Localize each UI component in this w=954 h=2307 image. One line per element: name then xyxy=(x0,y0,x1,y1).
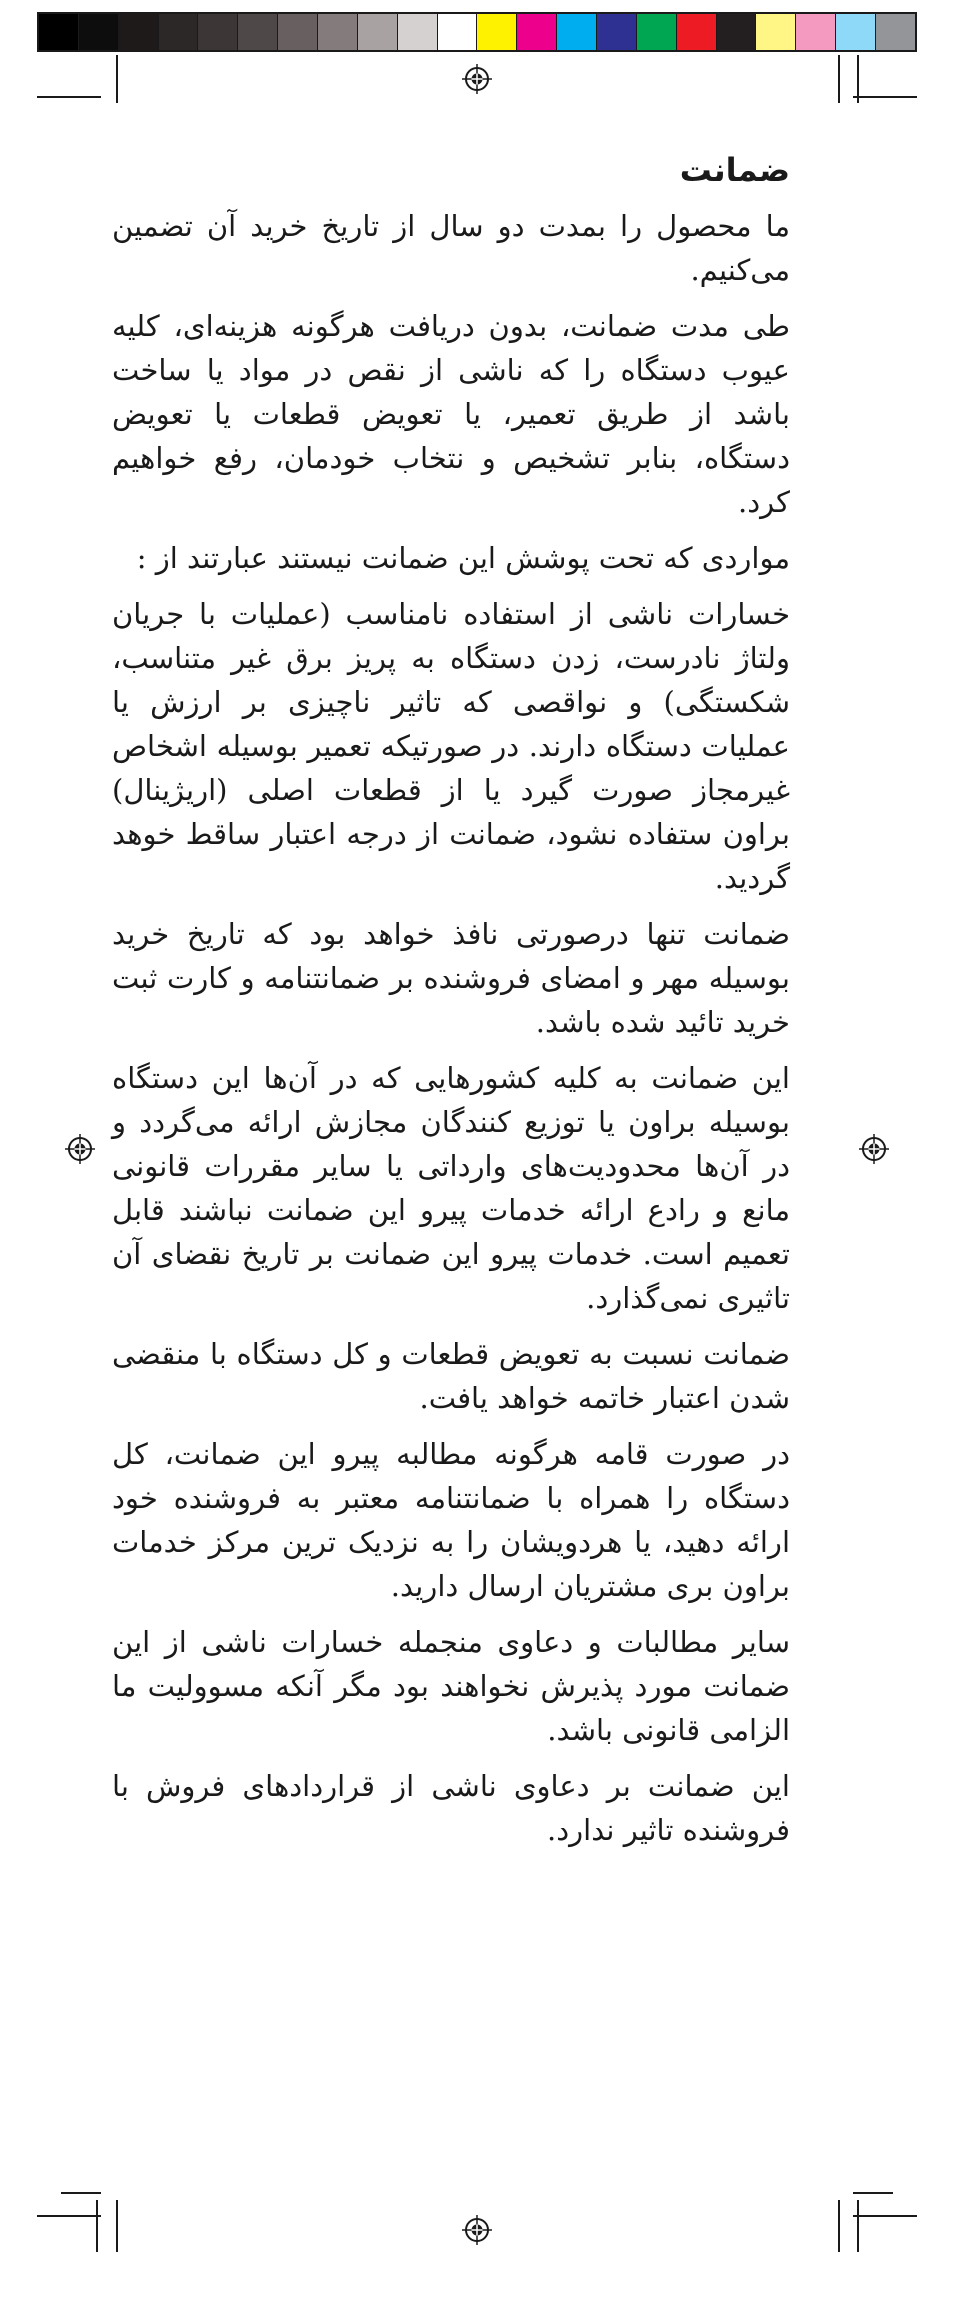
calibration-swatch-5 xyxy=(198,14,238,50)
calibration-swatch-17 xyxy=(677,14,717,50)
warranty-paragraph-5: ضمانت تنها درصورتی نافذ خواهد بود که تاریخ خرید بوسیله مهر و امضای فروشنده بر ضمانتنامه و کارت ثبت خرید تائید شده باشد. xyxy=(112,916,790,1039)
calibration-swatch-19 xyxy=(756,14,796,50)
crop-mark-top-left-horizontal xyxy=(37,96,101,98)
warranty-paragraph-10: این ضمانت بر دعاوی ناشی از قراردادهای فروش با فروشنده تاثیر ندارد. xyxy=(112,1768,790,1847)
calibration-swatch-12 xyxy=(477,14,517,50)
calibration-swatch-15 xyxy=(597,14,637,50)
warranty-paragraph-9: سایر مطالبات و دعاوی منجمله خسارات ناشی از این ضمانت مورد پذیرش نخواهند بود مگر آنکه مسوولیت ما الزامی قانونی باشد. xyxy=(112,1624,790,1747)
crop-mark-top-right-vertical-inner xyxy=(857,55,859,103)
warranty-paragraph-6: این ضمانت به کلیه کشورهایی که در آن‌ها این دستگاه بوسیله براون یا توزیع کنندگان مجازش ارائه می‌گردد و در آن‌ها محدودیت‌های وارداتی یا سایر مقررات قانونی مانع و رادع ارائه خدمات پیرو این ضمانت نباشند قابل تعمیم است. خدمات پیرو این ضمانت بر تاریخ نقضای آن تاثیری نمی‌گذارد. xyxy=(112,1060,790,1315)
crop-mark-bottom-right-vertical-inner xyxy=(857,2200,859,2252)
warranty-title: ضمانت xyxy=(679,151,790,189)
warranty-paragraph-3: مواردی که تحت پوشش این ضمانت نیستند عبارتند از : xyxy=(136,540,790,575)
crop-mark-bottom-right-vertical xyxy=(838,2200,840,2252)
calibration-swatch-2 xyxy=(79,14,119,50)
warranty-paragraph-2: طی مدت ضمانت، بدون دریافت هرگونه هزینه‌ای، کلیه عیوب دستگاه را که ناشی از نقص در مواد یا ساخت باشد از طریق تعمیر، یا تعویض قطعات یا تعویض دستگاه، بنابر تشخیص و نتخاب خودمان، رفع خواهیم کرد. xyxy=(112,308,790,519)
calibration-swatch-4 xyxy=(159,14,199,50)
warranty-paragraph-7: ضمانت نسبت به تعویض قطعات و کل دستگاه با منقضی شدن اعتبار خاتمه خواهد یافت. xyxy=(112,1336,790,1415)
warranty-paragraph-8: در صورت قامه هرگونه مطالبه پیرو این ضمانت، کل دستگاه را همراه با ضمانتنامه معتبر به فروشنده خود ارائه دهید، یا هردویشان را به نزدیک ترین مرکز خدمات براون بری مشتریان ارسال دارید. xyxy=(112,1436,790,1603)
crop-mark-bottom-right-horizontal-outer xyxy=(853,2192,893,2194)
calibration-swatch-20 xyxy=(796,14,836,50)
calibration-swatch-11 xyxy=(438,14,478,50)
calibration-swatch-22 xyxy=(876,14,915,50)
calibration-swatch-1 xyxy=(39,14,79,50)
crop-mark-bottom-right-horizontal xyxy=(853,2215,917,2217)
calibration-swatch-7 xyxy=(278,14,318,50)
color-calibration-bar xyxy=(37,12,917,52)
calibration-swatch-21 xyxy=(836,14,876,50)
calibration-swatch-9 xyxy=(358,14,398,50)
crop-mark-top-right-vertical xyxy=(838,55,840,103)
calibration-swatch-3 xyxy=(119,14,159,50)
calibration-swatch-14 xyxy=(557,14,597,50)
crop-mark-top-left-vertical xyxy=(116,55,118,103)
crop-mark-bottom-left-horizontal xyxy=(37,2215,101,2217)
crop-mark-top-right-horizontal xyxy=(853,96,917,98)
crop-mark-bottom-left-horizontal-outer xyxy=(61,2192,101,2194)
crop-mark-bottom-left-vertical xyxy=(96,2200,98,2252)
registration-target-bottom-icon xyxy=(462,2215,492,2245)
registration-target-right-icon xyxy=(859,1134,889,1164)
crop-mark-bottom-left-vertical-inner xyxy=(116,2200,118,2252)
warranty-paragraph-1: ما محصول را بمدت دو سال از تاریخ خرید آن تضمین می‌کنیم. xyxy=(112,208,790,287)
calibration-swatch-13 xyxy=(517,14,557,50)
registration-target-top-icon xyxy=(462,64,492,94)
calibration-swatch-6 xyxy=(238,14,278,50)
calibration-swatch-18 xyxy=(717,14,757,50)
registration-target-left-icon xyxy=(65,1134,95,1164)
calibration-swatch-16 xyxy=(637,14,677,50)
calibration-swatch-10 xyxy=(398,14,438,50)
calibration-swatch-8 xyxy=(318,14,358,50)
warranty-section xyxy=(112,150,790,1864)
warranty-paragraph-4: خسارات ناشی از استفاده نامناسب (عملیات با جریان ولتاژ نادرست، زدن دستگاه به پریز برق غیر متناسب، شکستگی) و نواقصی که تاثیر ناچیزی بر ارزش یا عملیات دستگاه دارند. در صورتیکه تعمیر بوسیله اشخاص غیرمجاز صورت گیرد یا از قطعات اصلی (اریژینال) براون ستفاده نشود، ضمانت از درجه اعتبار ساقط خوهد گردید. xyxy=(112,596,790,895)
